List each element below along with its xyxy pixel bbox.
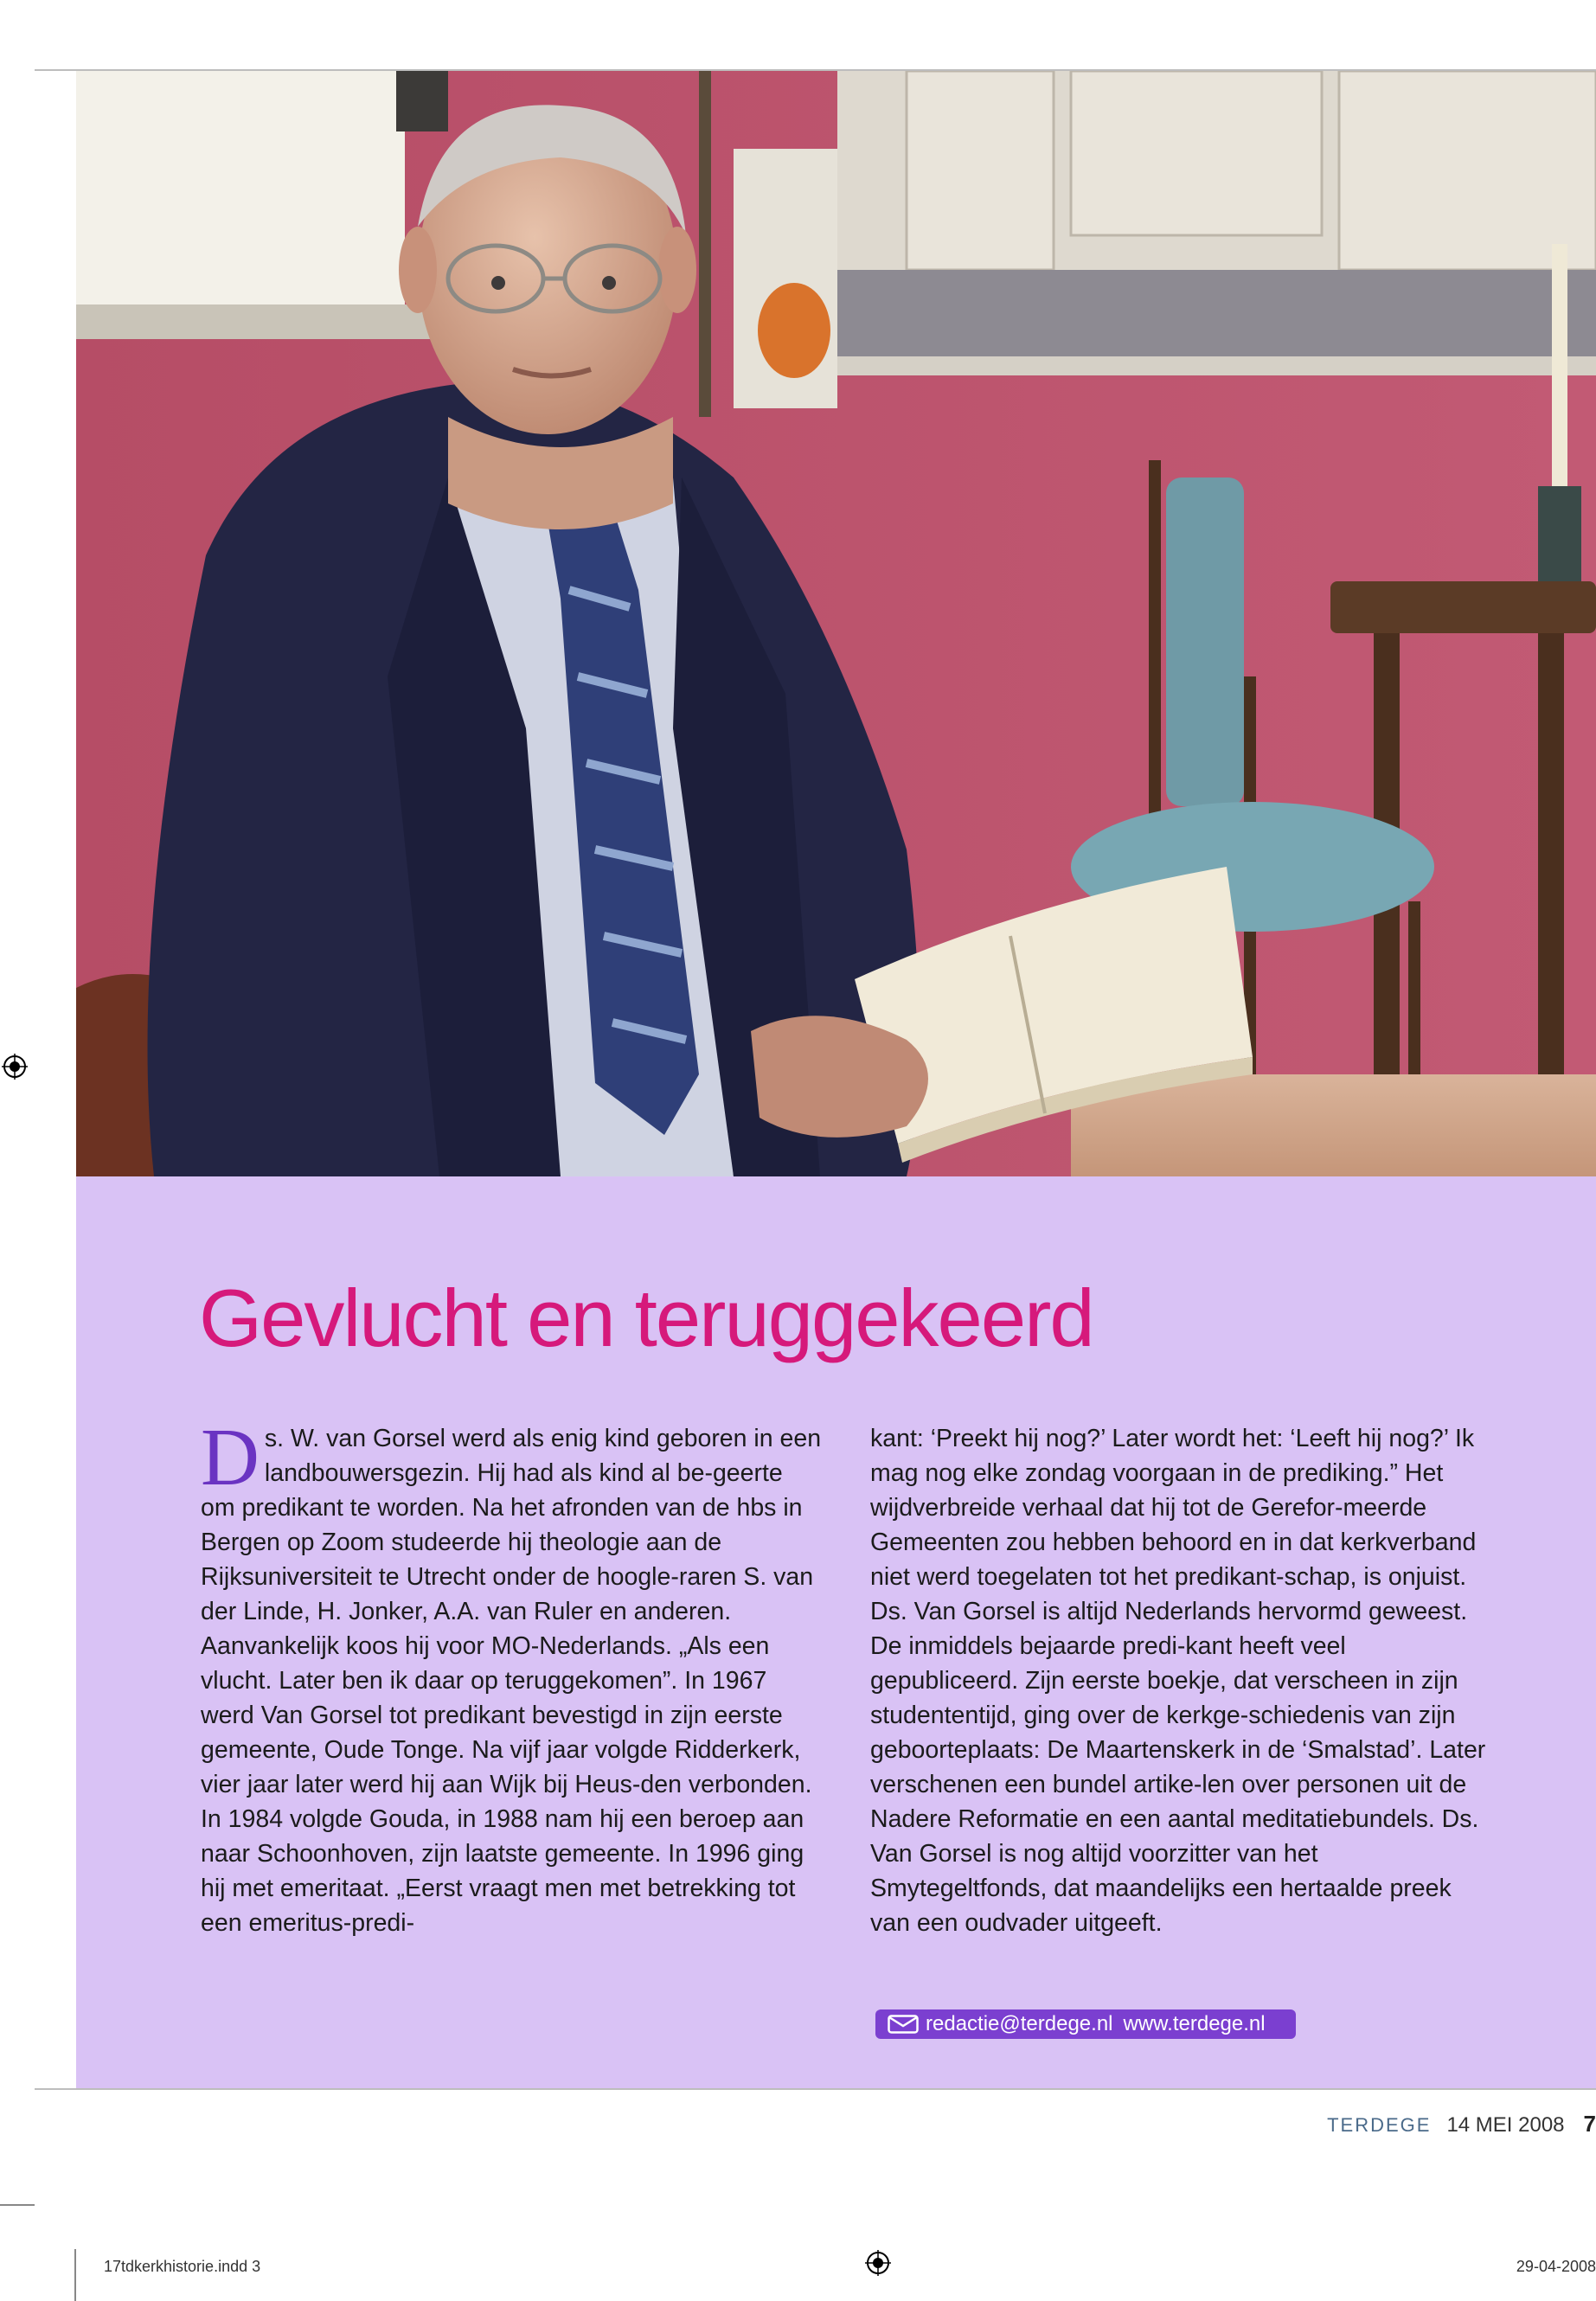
- slug-date: 29-04-2008: [1516, 2258, 1596, 2275]
- contact-website-link[interactable]: www.terdege.nl: [1123, 2012, 1266, 2035]
- trim-line-bottom: [35, 2088, 1596, 2090]
- article-column-left: [201, 1413, 824, 1940]
- mail-icon: [888, 2015, 919, 2034]
- contact-email-link[interactable]: redactie@terdege.nl: [926, 2012, 1113, 2035]
- article-column-left-text: s. W. van Gorsel werd als enig kind geboren in een landbouwersgezin. Hij had als kind al be-geerte om predikant te worden. Na het afronden van de hbs in Bergen op Zoom studeerde hij theologie aan de Rijksuniversiteit te Utrecht onder de hoogle-raren S. van der Linde, H. Jonker, A.A. van Ruler en anderen. Aanvankelijk koos hij voor MO-Nederlands. „Als een vlucht. Later ben ik daar op teruggekomen”. In 1967 werd Van Gorsel tot predikant bevestigd in zijn eerste gemeente, Oude Tonge. Na vijf jaar volgde Ridderkerk, vier jaar later werd hij aan Wijk bij Heus-den verbonden. In 1984 volgde Gouda, in 1988 nam hij een beroep aan naar Schoonhoven, zijn laatste gemeente. In 1996 ging hij met emeritaat. „Eerst vraagt men met betrekking tot een emeritus-predi-: [201, 1425, 822, 1937]
- page-number: 7: [1583, 2111, 1596, 2137]
- page-footer: [1327, 2111, 1596, 2145]
- registration-mark-icon: [2, 1054, 28, 1080]
- article-column-right: kant: ‘Preekt hij nog?’ Later wordt het: ‘Leeft hij nog?’ Ik mag nog elke zondag voorgaan in de prediking.” Het wijdverbreide verhaal dat hij tot de Gerefor-meerde Gemeenten zou hebben behoord en in dat kerkverband niet werd toegelaten tot het predikant-schap, is onjuist. Ds. Van Gorsel is altijd Nederlands hervormd geweest. De inmiddels bejaarde predi-kant heeft veel gepubliceerd. Zijn eerste boekje, dat verscheen in zijn studententijd, ging over de kerkge-schiedenis van zijn geboorteplaats: De Maartenskerk in de ‘Smalstad’. Later verschenen een bundel artike-len over personen uit de Nadere Reformatie en een aantal meditatiebundels. Ds. Van Gorsel is nog altijd voorzitter van het Smytegeltfonds, dat maandelijks een hertaalde preek van een oudvader uitgeeft.: [870, 1425, 1486, 1937]
- magazine-name: TERDEGE: [1327, 2114, 1432, 2136]
- crop-mark: [0, 2204, 35, 2206]
- drop-cap: D: [201, 1413, 260, 1503]
- crop-mark: [74, 2249, 76, 2301]
- registration-mark-icon: [865, 2250, 891, 2276]
- contact-bar: [875, 2009, 1296, 2039]
- issue-date: 14 MEI 2008: [1446, 2113, 1565, 2137]
- slug-filename: 17tdkerkhistorie.indd 3: [104, 2258, 261, 2275]
- portrait-photo-illustration: [76, 71, 1596, 1176]
- article-headline: Gevlucht en teruggekeerd: [199, 1272, 1093, 1363]
- portrait-photo: [76, 71, 1596, 1176]
